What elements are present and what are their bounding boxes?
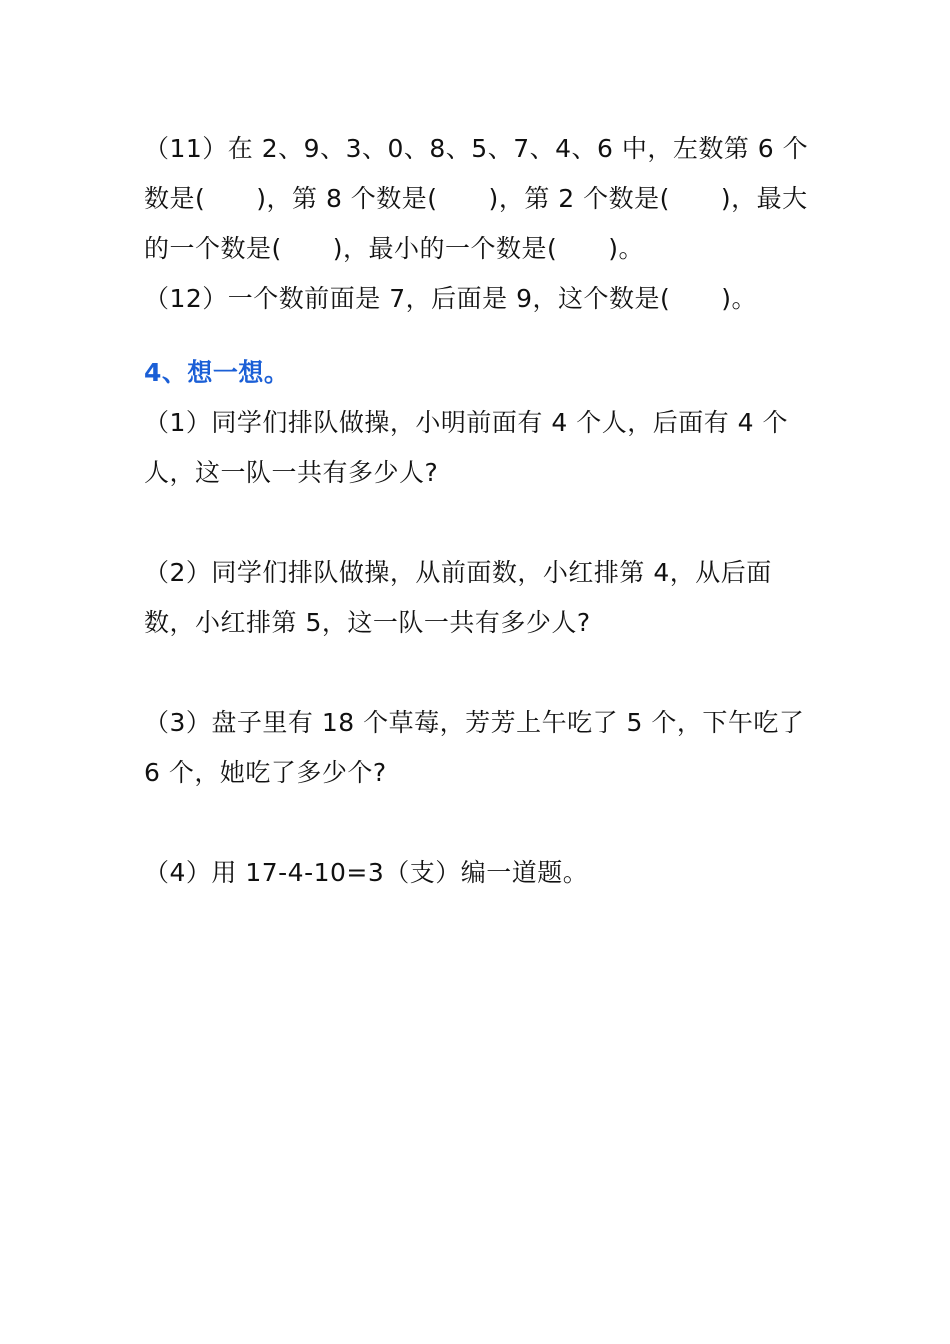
question-12-line-1: （12）一个数前面是 7，后面是 9，这个数是( )。 xyxy=(144,284,758,313)
question-4-3 xyxy=(144,698,809,798)
question-11-line-1: （11）在 2、9、3、0、8、5、7、4、6 中，左数第 6 个 xyxy=(144,134,809,163)
question-4-4 xyxy=(144,848,809,898)
question-4-3-line-2: 6 个，她吃了多少个? xyxy=(144,758,387,787)
question-4-2 xyxy=(144,548,809,648)
question-11-line-2: 数是( )，第 8 个数是( )，第 2 个数是( )，最大 xyxy=(144,184,808,213)
worksheet-content xyxy=(144,124,809,898)
question-4-2-line-2: 数，小红排第 5，这一队一共有多少人? xyxy=(144,608,591,637)
answer-space xyxy=(144,498,809,548)
question-4-1 xyxy=(144,398,809,498)
question-11 xyxy=(144,124,809,274)
question-4-4-line-1: （4）用 17-4-10=3（支）编一道题。 xyxy=(144,858,589,887)
answer-space xyxy=(144,798,809,848)
question-4-1-line-2: 人，这一队一共有多少人? xyxy=(144,458,439,487)
section-4-heading: 4、想一想。 xyxy=(144,358,290,387)
question-4-1-line-1: （1）同学们排队做操，小明前面有 4 个人，后面有 4 个 xyxy=(144,408,789,437)
question-4-3-line-1: （3）盘子里有 18 个草莓，芳芳上午吃了 5 个，下午吃了 xyxy=(144,708,805,737)
answer-space xyxy=(144,648,809,698)
question-4-2-line-1: （2）同学们排队做操，从前面数，小红排第 4，从后面 xyxy=(144,558,772,587)
question-12 xyxy=(144,274,809,324)
question-11-line-3: 的一个数是( )，最小的一个数是( )。 xyxy=(144,234,645,263)
